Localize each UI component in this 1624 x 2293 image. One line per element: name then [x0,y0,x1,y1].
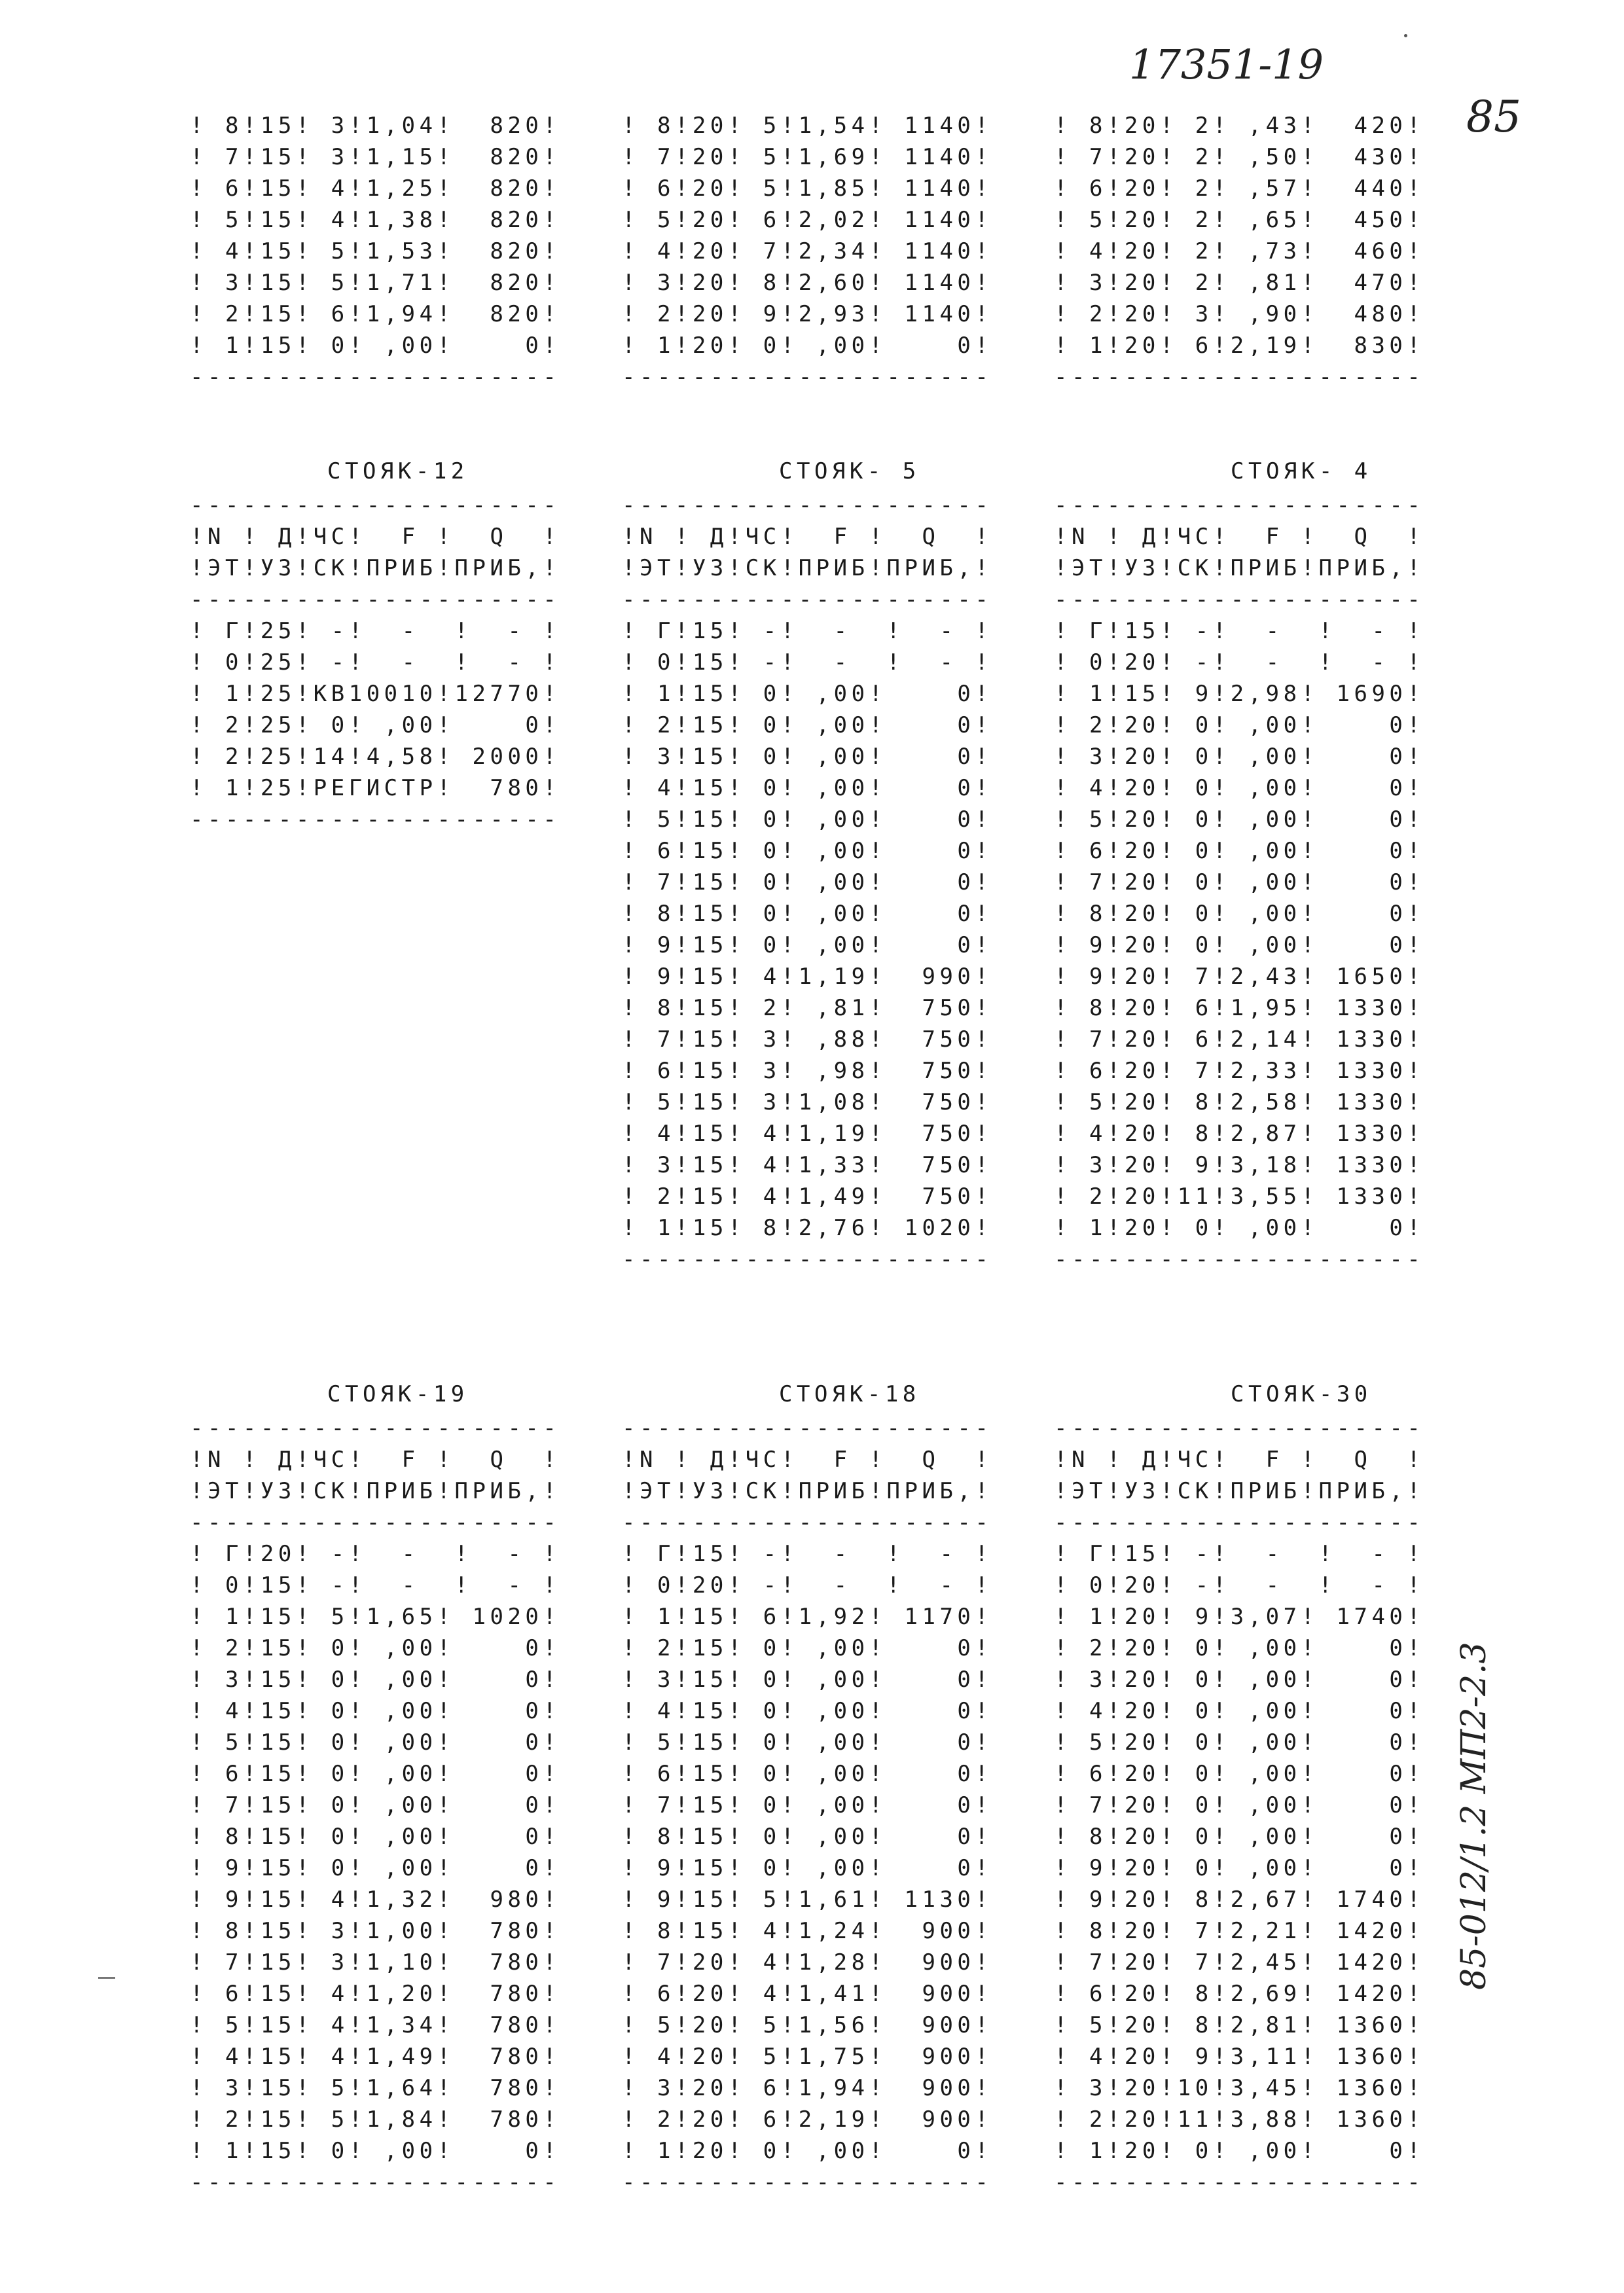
top-table-right: ! 8!20! 2! ,43! 420! ! 7!20! 2! ,50! 430! ! 6!20! 2! ,57! 440! ! 5!20! 2! ,65! 450! ! 4!20! 2! ,73! 460! ! 3!20! 2! ,81! 470! ! 2!20! 3! ,90! 480! ! 1!20! 6!2,19! 830! --------------------- [1054,113,1425,390]
top-table-middle: ! 8!20! 5!1,54! 1140! ! 7!20! 5!1,69! 1140! ! 6!20! 5!1,85! 1140! ! 5!20! 6!2,02! 1140! ! 4!20! 7!2,34! 1140! ! 3!20! 8!2,60! 1140! ! 2!20! 9!2,93! 1140! ! 1!20! 0! ,00! 0! --------------------- [622,113,993,390]
riser-title-18: СТОЯК-18 [779,1381,920,1407]
page-number: 85 [1466,92,1521,142]
riser-title-5: СТОЯК- 5 [779,458,920,484]
riser-4-table: --------------------- !N ! Д!ЧС! F ! Q ! !ЭТ!УЗ!СК!ПРИБ!ПРИБ,! --------------------- ! Г!15! -! - ! - ! ! 0!20! -! - ! - ! ! 1!15! 9!2,98! 1690! ! 2!20! 0! ,00! 0! ! 3!20! 0! ,00! 0! ! 4!20! 0! ,00! 0! ! 5!20! 0! ,00! 0! ! 6!20! 0! ,00! 0! ! 7!20! 0! ,00! 0! ! 8!20! 0! ,00! 0! ! 9!20! 0! ,00! 0! ! 9!20! 7!2,43! 1650! ! 8!20! 6!1,95! 1330! ! 7!20! 6!2,14! 1330! ! 6!20! 7!2,33! 1330! ! 5!20! 8!2,58! 1330! ! 4!20! 8!2,87! 1330! ! 3!20! 9!3,18! 1330! ! 2!20!11!3,55! 1330! ! 1!20! 0! ,00! 0! --------------------- [1054,492,1425,1273]
riser-title-4: СТОЯК- 4 [1231,458,1372,484]
riser-title-19: СТОЯК-19 [327,1381,469,1407]
riser-5-table: --------------------- !N ! Д!ЧС! F ! Q ! !ЭТ!УЗ!СК!ПРИБ!ПРИБ,! --------------------- ! Г!15! -! - ! - ! ! 0!15! -! - ! - ! ! 1!15! 0! ,00! 0! ! 2!15! 0! ,00! 0! ! 3!15! 0! ,00! 0! ! 4!15! 0! ,00! 0! ! 5!15! 0! ,00! 0! ! 6!15! 0! ,00! 0! ! 7!15! 0! ,00! 0! ! 8!15! 0! ,00! 0! ! 9!15! 0! ,00! 0! ! 9!15! 4!1,19! 990! ! 8!15! 2! ,81! 750! ! 7!15! 3! ,88! 750! ! 6!15! 3! ,98! 750! ! 5!15! 3!1,08! 750! ! 4!15! 4!1,19! 750! ! 3!15! 4!1,33! 750! ! 2!15! 4!1,49! 750! ! 1!15! 8!2,76! 1020! --------------------- [622,492,993,1273]
riser-19-table: --------------------- !N ! Д!ЧС! F ! Q ! !ЭТ!УЗ!СК!ПРИБ!ПРИБ,! --------------------- ! Г!20! -! - ! - ! ! 0!15! -! - ! - ! ! 1!15! 5!1,65! 1020! ! 2!15! 0! ,00! 0! ! 3!15! 0! ,00! 0! ! 4!15! 0! ,00! 0! ! 5!15! 0! ,00! 0! ! 6!15! 0! ,00! 0! ! 7!15! 0! ,00! 0! ! 8!15! 0! ,00! 0! ! 9!15! 0! ,00! 0! ! 9!15! 4!1,32! 980! ! 8!15! 3!1,00! 780! ! 7!15! 3!1,10! 780! ! 6!15! 4!1,20! 780! ! 5!15! 4!1,34! 780! ! 4!15! 4!1,49! 780! ! 3!15! 5!1,64! 780! ! 2!15! 5!1,84! 780! ! 1!15! 0! ,00! 0! --------------------- [190,1415,561,2195]
scan-speck [1404,34,1407,37]
riser-title-30: СТОЯК-30 [1231,1381,1372,1407]
document-number: 17351-19 [1129,41,1324,88]
top-table-left: ! 8!15! 3!1,04! 820! ! 7!15! 3!1,15! 820! ! 6!15! 4!1,25! 820! ! 5!15! 4!1,38! 820! ! 4!15! 5!1,53! 820! ! 3!15! 5!1,71! 820! ! 2!15! 6!1,94! 820! ! 1!15! 0! ,00! 0! --------------------- [190,113,561,390]
riser-12-table: --------------------- !N ! Д!ЧС! F ! Q ! !ЭТ!УЗ!СК!ПРИБ!ПРИБ,! --------------------- ! Г!25! -! - ! - ! ! 0!25! -! - ! - ! ! 1!25!КВ10010!12770! ! 2!25! 0! ,00! 0! ! 2!25!14!4,58! 2000! ! 1!25!РЕГИСТР! 780! --------------------- [190,492,561,833]
side-document-code: 85-012/1.2 МП2-2.3 [1454,1642,1494,1990]
scan-mark [98,1977,115,1979]
riser-title-12: СТОЯК-12 [327,458,469,484]
riser-30-table: --------------------- !N ! Д!ЧС! F ! Q ! !ЭТ!УЗ!СК!ПРИБ!ПРИБ,! --------------------- ! Г!15! -! - ! - ! ! 0!20! -! - ! - ! ! 1!20! 9!3,07! 1740! ! 2!20! 0! ,00! 0! ! 3!20! 0! ,00! 0! ! 4!20! 0! ,00! 0! ! 5!20! 0! ,00! 0! ! 6!20! 0! ,00! 0! ! 7!20! 0! ,00! 0! ! 8!20! 0! ,00! 0! ! 9!20! 0! ,00! 0! ! 9!20! 8!2,67! 1740! ! 8!20! 7!2,21! 1420! ! 7!20! 7!2,45! 1420! ! 6!20! 8!2,69! 1420! ! 5!20! 8!2,81! 1360! ! 4!20! 9!3,11! 1360! ! 3!20!10!3,45! 1360! ! 2!20!11!3,88! 1360! ! 1!20! 0! ,00! 0! --------------------- [1054,1415,1425,2195]
riser-18-table: --------------------- !N ! Д!ЧС! F ! Q ! !ЭТ!УЗ!СК!ПРИБ!ПРИБ,! --------------------- ! Г!15! -! - ! - ! ! 0!20! -! - ! - ! ! 1!15! 6!1,92! 1170! ! 2!15! 0! ,00! 0! ! 3!15! 0! ,00! 0! ! 4!15! 0! ,00! 0! ! 5!15! 0! ,00! 0! ! 6!15! 0! ,00! 0! ! 7!15! 0! ,00! 0! ! 8!15! 0! ,00! 0! ! 9!15! 0! ,00! 0! ! 9!15! 5!1,61! 1130! ! 8!15! 4!1,24! 900! ! 7!20! 4!1,28! 900! ! 6!20! 4!1,41! 900! ! 5!20! 5!1,56! 900! ! 4!20! 5!1,75! 900! ! 3!20! 6!1,94! 900! ! 2!20! 6!2,19! 900! ! 1!20! 0! ,00! 0! --------------------- [622,1415,993,2195]
